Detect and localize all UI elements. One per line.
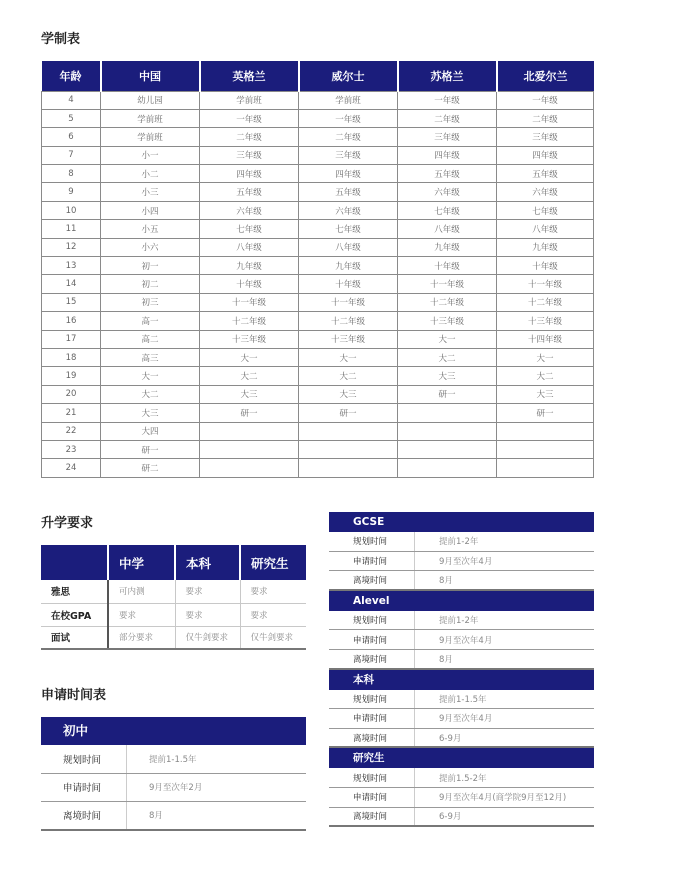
stage-timelines xyxy=(329,512,594,827)
grade-cell: 大三 xyxy=(200,385,299,403)
grade-column-header: 北爱尔兰 xyxy=(497,61,594,91)
grade-cell: 六年级 xyxy=(200,201,299,219)
stage-timeline-header: Alevel xyxy=(329,591,594,611)
timeline-row xyxy=(329,709,594,729)
junior-high-header: 初中 xyxy=(41,717,306,745)
grade-cell: 三年级 xyxy=(299,146,398,164)
grade-cell: 一年级 xyxy=(299,109,398,127)
grade-cell: 小一 xyxy=(101,146,200,164)
table-row xyxy=(42,165,594,183)
grade-cell: 大一 xyxy=(398,330,497,348)
grade-cell: 学前班 xyxy=(200,91,299,109)
timeline-label: 离境时间 xyxy=(329,729,415,747)
grade-cell: 大三 xyxy=(497,385,594,403)
grade-column-header: 中国 xyxy=(101,61,200,91)
requirement-row-label: 在校GPA xyxy=(41,603,108,626)
grade-cell xyxy=(299,440,398,458)
grade-cell: 四年级 xyxy=(200,165,299,183)
requirement-row-label: 雅思 xyxy=(41,580,108,603)
timeline-label: 申请时间 xyxy=(329,552,415,571)
grade-cell: 十年级 xyxy=(398,257,497,275)
grade-cell: 小五 xyxy=(101,220,200,238)
table-row xyxy=(42,440,594,458)
grade-cell: 九年级 xyxy=(497,238,594,256)
grade-cell: 大三 xyxy=(101,404,200,422)
grade-cell: 八年级 xyxy=(398,220,497,238)
timeline-label: 申请时间 xyxy=(329,709,415,728)
grade-cell: 二年级 xyxy=(398,109,497,127)
timeline-label: 规划时间 xyxy=(329,690,415,709)
requirement-cell: 可内测 xyxy=(108,580,175,603)
grade-cell: 十一年级 xyxy=(299,293,398,311)
stage-timeline-header: 研究生 xyxy=(329,748,594,768)
stage-timeline-block xyxy=(329,591,594,670)
table-row xyxy=(42,275,594,293)
grade-cell: 十四年级 xyxy=(497,330,594,348)
grade-cell: 九年级 xyxy=(398,238,497,256)
grade-cell: 一年级 xyxy=(398,91,497,109)
table-row xyxy=(42,238,594,256)
requirements-header-row xyxy=(41,545,306,580)
grade-cell: 14 xyxy=(42,275,101,293)
timeline-value: 提前1-1.5年 xyxy=(439,694,487,705)
grade-cell: 六年级 xyxy=(497,183,594,201)
grade-cell: 十年级 xyxy=(497,257,594,275)
grade-cell: 学前班 xyxy=(299,91,398,109)
grade-cell: 大二 xyxy=(200,367,299,385)
table-row xyxy=(42,146,594,164)
requirement-cell: 仅牛剑要求 xyxy=(240,626,306,649)
grade-cell: 八年级 xyxy=(497,220,594,238)
grade-cell: 4 xyxy=(42,91,101,109)
grade-cell: 大一 xyxy=(101,367,200,385)
grade-cell: 17 xyxy=(42,330,101,348)
timeline-row xyxy=(329,532,594,552)
timeline-label: 离境时间 xyxy=(41,802,127,829)
requirement-cell: 要求 xyxy=(240,580,306,603)
grade-cell: 8 xyxy=(42,165,101,183)
grade-cell: 十二年级 xyxy=(299,312,398,330)
grade-system-title: 学制表 xyxy=(41,32,81,47)
grade-cell xyxy=(299,422,398,440)
grade-cell: 九年级 xyxy=(200,257,299,275)
grade-cell: 19 xyxy=(42,367,101,385)
timeline-row xyxy=(329,729,594,749)
grade-cell: 五年级 xyxy=(299,183,398,201)
grade-cell: 大二 xyxy=(101,385,200,403)
grade-cell: 研一 xyxy=(200,404,299,422)
requirement-cell: 仅牛剑要求 xyxy=(175,626,240,649)
grade-cell: 高三 xyxy=(101,348,200,366)
requirement-cell: 要求 xyxy=(175,603,240,626)
stage-timeline-header: GCSE xyxy=(329,512,594,532)
timeline-value: 提前1.5-2年 xyxy=(439,773,487,784)
grade-cell: 大一 xyxy=(497,348,594,366)
grade-cell: 七年级 xyxy=(497,201,594,219)
grade-system-table xyxy=(41,61,594,478)
table-row xyxy=(42,330,594,348)
timeline-value: 6-9月 xyxy=(439,733,462,744)
grade-cell: 16 xyxy=(42,312,101,330)
grade-cell: 大二 xyxy=(497,367,594,385)
grade-cell: 24 xyxy=(42,459,101,477)
grade-cell: 十二年级 xyxy=(398,293,497,311)
grade-cell: 六年级 xyxy=(398,183,497,201)
grade-cell: 初三 xyxy=(101,293,200,311)
grade-cell: 研二 xyxy=(101,459,200,477)
timeline-value: 9月至次年4月 xyxy=(439,556,493,567)
timeline-value: 8月 xyxy=(149,811,163,822)
requirement-cell: 要求 xyxy=(240,603,306,626)
grade-table-body xyxy=(42,91,594,477)
requirements-table xyxy=(41,545,306,650)
grade-cell xyxy=(497,440,594,458)
grade-cell xyxy=(497,459,594,477)
grade-cell: 研一 xyxy=(398,385,497,403)
grade-cell: 七年级 xyxy=(200,220,299,238)
grade-cell: 15 xyxy=(42,293,101,311)
grade-cell: 八年级 xyxy=(299,238,398,256)
grade-cell: 学前班 xyxy=(101,128,200,146)
timeline-value: 提前1-2年 xyxy=(439,616,479,627)
grade-cell: 七年级 xyxy=(299,220,398,238)
grade-cell xyxy=(398,440,497,458)
grade-cell: 六年级 xyxy=(299,201,398,219)
grade-cell: 二年级 xyxy=(497,109,594,127)
grade-cell: 9 xyxy=(42,183,101,201)
table-row xyxy=(42,109,594,127)
timeline-row xyxy=(329,630,594,650)
grade-cell: 一年级 xyxy=(497,91,594,109)
timeline-label: 申请时间 xyxy=(329,788,415,807)
grade-cell xyxy=(398,422,497,440)
grade-cell xyxy=(200,440,299,458)
grade-cell: 初二 xyxy=(101,275,200,293)
grade-cell: 大二 xyxy=(299,367,398,385)
grade-cell: 20 xyxy=(42,385,101,403)
table-row xyxy=(42,459,594,477)
grade-cell: 初一 xyxy=(101,257,200,275)
grade-cell: 22 xyxy=(42,422,101,440)
timeline-value: 9月至次年4月 xyxy=(439,714,493,725)
grade-cell: 大一 xyxy=(299,348,398,366)
grade-cell: 十三年级 xyxy=(299,330,398,348)
timeline-label: 申请时间 xyxy=(329,630,415,649)
table-row xyxy=(42,367,594,385)
requirement-column-header xyxy=(41,545,108,580)
requirements-table-body xyxy=(41,580,306,649)
grade-cell: 7 xyxy=(42,146,101,164)
timeline-row xyxy=(41,745,306,774)
grade-cell: 小三 xyxy=(101,183,200,201)
table-row xyxy=(42,404,594,422)
table-row xyxy=(42,422,594,440)
requirement-column-header: 本科 xyxy=(175,545,240,580)
grade-cell: 5 xyxy=(42,109,101,127)
grade-cell: 七年级 xyxy=(398,201,497,219)
grade-cell: 10 xyxy=(42,201,101,219)
grade-cell xyxy=(497,422,594,440)
grade-cell: 三年级 xyxy=(497,128,594,146)
grade-cell: 大三 xyxy=(299,385,398,403)
grade-cell: 小四 xyxy=(101,201,200,219)
grade-cell: 一年级 xyxy=(200,109,299,127)
grade-cell: 大四 xyxy=(101,422,200,440)
requirement-cell: 部分要求 xyxy=(108,626,175,649)
grade-column-header: 苏格兰 xyxy=(398,61,497,91)
grade-cell: 三年级 xyxy=(200,146,299,164)
grade-cell: 大二 xyxy=(398,348,497,366)
grade-cell: 四年级 xyxy=(299,165,398,183)
timeline-row xyxy=(329,552,594,572)
grade-cell: 幼儿园 xyxy=(101,91,200,109)
timeline-title: 申请时间表 xyxy=(41,688,107,703)
stage-timeline-block xyxy=(329,670,594,749)
requirement-cell: 要求 xyxy=(175,580,240,603)
timeline-row xyxy=(41,802,306,831)
table-row xyxy=(42,385,594,403)
grade-cell: 十一年级 xyxy=(200,293,299,311)
grade-cell: 二年级 xyxy=(200,128,299,146)
timeline-value: 提前1-1.5年 xyxy=(149,754,197,765)
grade-cell: 21 xyxy=(42,404,101,422)
grade-cell: 研一 xyxy=(101,440,200,458)
grade-cell xyxy=(200,459,299,477)
grade-cell xyxy=(398,459,497,477)
table-row xyxy=(42,91,594,109)
table-row xyxy=(42,128,594,146)
stage-timeline-block xyxy=(329,512,594,591)
grade-cell: 十一年级 xyxy=(497,275,594,293)
timeline-label: 离境时间 xyxy=(329,571,415,589)
table-row xyxy=(42,220,594,238)
grade-cell: 12 xyxy=(42,238,101,256)
grade-cell: 十年级 xyxy=(200,275,299,293)
grade-cell: 十年级 xyxy=(299,275,398,293)
table-row xyxy=(42,348,594,366)
grade-cell: 高一 xyxy=(101,312,200,330)
timeline-value: 8月 xyxy=(439,575,453,586)
grade-cell: 二年级 xyxy=(299,128,398,146)
timeline-row xyxy=(329,650,594,670)
timeline-row xyxy=(329,571,594,591)
grade-cell: 五年级 xyxy=(497,165,594,183)
requirement-cell: 要求 xyxy=(108,603,175,626)
grade-cell: 五年级 xyxy=(200,183,299,201)
grade-cell: 九年级 xyxy=(299,257,398,275)
grade-cell: 高二 xyxy=(101,330,200,348)
grade-cell: 13 xyxy=(42,257,101,275)
timeline-value: 9月至次年4月(商学院9月至12月) xyxy=(439,793,567,804)
stage-timeline-header: 本科 xyxy=(329,670,594,690)
table-row xyxy=(42,201,594,219)
timeline-row xyxy=(329,808,594,828)
timeline-value: 9月至次年4月 xyxy=(439,635,493,646)
grade-cell: 八年级 xyxy=(200,238,299,256)
requirement-row-label: 面试 xyxy=(41,626,108,649)
timeline-row xyxy=(329,768,594,788)
grade-cell: 研一 xyxy=(299,404,398,422)
grade-cell: 十三年级 xyxy=(200,330,299,348)
timeline-label: 离境时间 xyxy=(329,650,415,668)
timeline-label: 规划时间 xyxy=(329,532,415,551)
grade-cell: 四年级 xyxy=(497,146,594,164)
grade-cell: 十一年级 xyxy=(398,275,497,293)
grade-cell: 6 xyxy=(42,128,101,146)
grade-table-header-row xyxy=(42,61,594,91)
timeline-label: 规划时间 xyxy=(329,768,415,787)
timeline-row xyxy=(329,611,594,631)
table-row xyxy=(41,580,306,603)
timeline-row xyxy=(41,774,306,803)
grade-cell xyxy=(398,404,497,422)
junior-high-timeline xyxy=(41,717,306,831)
grade-cell: 十二年级 xyxy=(200,312,299,330)
timeline-label: 离境时间 xyxy=(329,808,415,826)
grade-cell: 五年级 xyxy=(398,165,497,183)
grade-cell: 三年级 xyxy=(398,128,497,146)
table-row xyxy=(41,603,306,626)
timeline-value: 9月至次年2月 xyxy=(149,783,203,794)
grade-cell: 18 xyxy=(42,348,101,366)
grade-cell: 研一 xyxy=(497,404,594,422)
grade-cell: 学前班 xyxy=(101,109,200,127)
requirement-column-header: 研究生 xyxy=(240,545,306,580)
grade-cell: 小六 xyxy=(101,238,200,256)
timeline-row xyxy=(329,690,594,710)
grade-column-header: 英格兰 xyxy=(200,61,299,91)
grade-column-header: 年龄 xyxy=(42,61,101,91)
table-row xyxy=(42,257,594,275)
timeline-label: 申请时间 xyxy=(41,774,127,802)
table-row xyxy=(42,293,594,311)
grade-cell: 十二年级 xyxy=(497,293,594,311)
requirements-title: 升学要求 xyxy=(41,516,94,531)
timeline-row xyxy=(329,788,594,808)
grade-cell: 大一 xyxy=(200,348,299,366)
grade-cell: 11 xyxy=(42,220,101,238)
grade-column-header: 威尔士 xyxy=(299,61,398,91)
stage-timeline-block xyxy=(329,748,594,827)
grade-cell xyxy=(299,459,398,477)
grade-cell: 十三年级 xyxy=(398,312,497,330)
timeline-label: 规划时间 xyxy=(41,745,127,773)
table-row xyxy=(42,312,594,330)
grade-cell: 大三 xyxy=(398,367,497,385)
timeline-label: 规划时间 xyxy=(329,611,415,630)
requirement-column-header: 中学 xyxy=(108,545,175,580)
timeline-value: 提前1-2年 xyxy=(439,537,479,548)
grade-cell: 小二 xyxy=(101,165,200,183)
grade-cell: 十三年级 xyxy=(497,312,594,330)
grade-cell: 四年级 xyxy=(398,146,497,164)
grade-cell: 23 xyxy=(42,440,101,458)
table-row xyxy=(41,626,306,649)
table-row xyxy=(42,183,594,201)
grade-cell xyxy=(200,422,299,440)
timeline-value: 6-9月 xyxy=(439,812,462,823)
timeline-value: 8月 xyxy=(439,654,453,665)
